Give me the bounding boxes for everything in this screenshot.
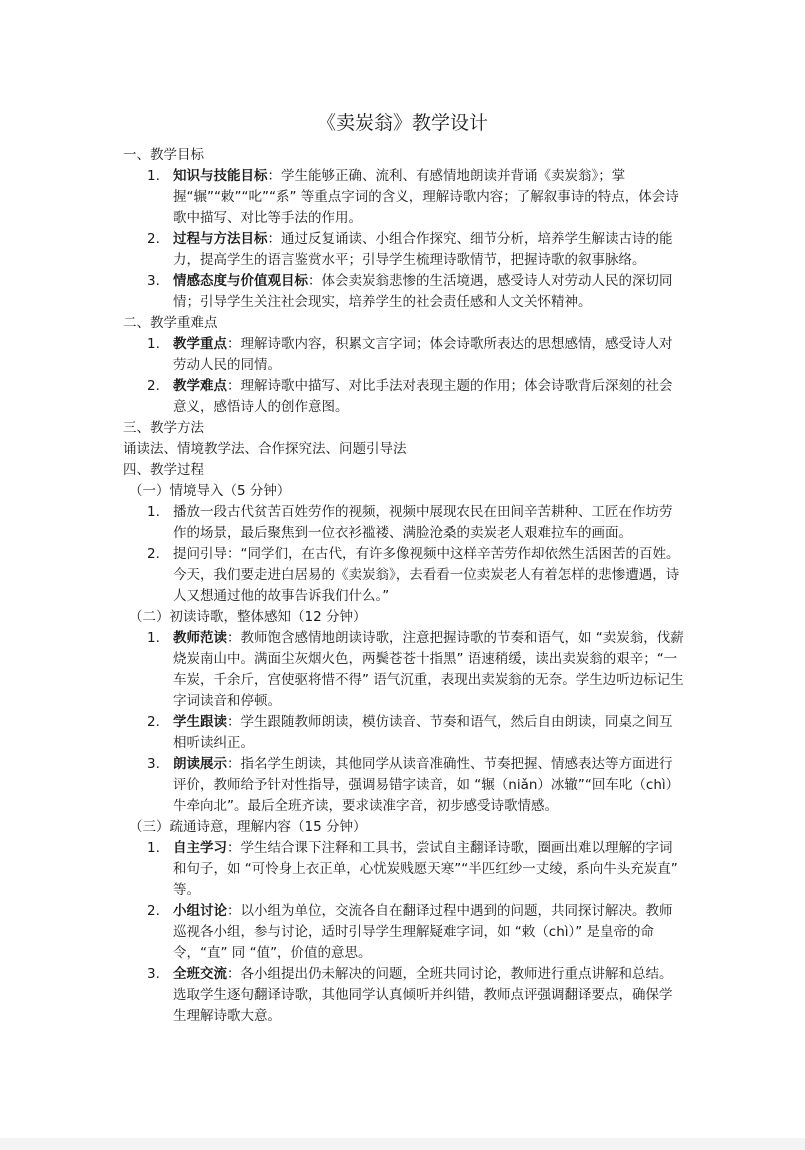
item-number: 1. (147, 336, 160, 352)
item-text: ：指名学生朗读，其他同学从读音准确性、节奏把握、情感表达等方面进行评价，教师给予针对性指导，强调易错字读音，如 “辗（niǎn）冰辙”“回车叱（chì）牛牵向北”。最后全班齐读，要求读准字音，初步感受诗歌情感。 (173, 756, 680, 814)
document-body (123, 145, 685, 1027)
objectives-list (123, 166, 685, 313)
understanding-list (123, 838, 685, 1027)
item-bold-label: 全班交流 (173, 966, 227, 982)
subsection-heading-understanding: （三）疏通诗意，理解内容（15 分钟） (129, 819, 367, 835)
item-text: ：理解诗歌中描写、对比手法对表现主题的作用；体会诗歌背后深刻的社会意义，感悟诗人的创作意图。 (173, 378, 673, 415)
item-bold-label: 教学重点 (173, 336, 227, 352)
list-item (123, 754, 685, 817)
key-points-list (123, 334, 685, 418)
first-reading-list (123, 628, 685, 817)
item-text: ：通过反复诵读、小组合作探究、细节分析，培养学生解读古诗的能力，提高学生的语言鉴赏水平；引导学生梳理诗歌情节，把握诗歌的叙事脉络。 (173, 231, 673, 268)
item-bold-label: 知识与技能目标 (173, 168, 268, 184)
section-heading-process: 四、教学过程 (123, 462, 204, 478)
item-text: ：学生能够正确、流利、有感情地朗读并背诵《卖炭翁》；掌握“辗”“敕”“叱”“系” 等重点字词的含义，理解诗歌内容；了解叙事诗的特点，体会诗歌中描写、对比等手法的作用。 (173, 168, 679, 226)
item-bold-label: 朗读展示 (173, 756, 227, 772)
list-item (123, 838, 685, 901)
list-item (123, 502, 685, 544)
item-text: ：学生跟随教师朗读，模仿读音、节奏和语气，然后自由朗读，同桌之间互相听读纠正。 (173, 714, 673, 751)
item-number: 1. (147, 630, 160, 646)
document-title: 《卖炭翁》教学设计 (316, 112, 488, 134)
item-number: 1. (147, 168, 160, 184)
item-bold-label: 学生跟读 (173, 714, 227, 730)
list-item (123, 901, 685, 964)
item-number: 2. (147, 714, 160, 730)
list-item (123, 376, 685, 418)
intro-list (123, 502, 685, 607)
item-bold-label: 过程与方法目标 (173, 231, 268, 247)
list-item (123, 229, 685, 271)
item-text: ：体会卖炭翁悲惨的生活境遇，感受诗人对劳动人民的深切同情；引导学生关注社会现实，培养学生的社会责任感和人文关怀精神。 (173, 273, 673, 310)
methods-text: 诵读法、情境教学法、合作探究法、问题引导法 (123, 441, 407, 457)
item-number: 2. (147, 903, 160, 919)
list-item (123, 544, 685, 607)
item-text: ：以小组为单位，交流各自在翻译过程中遇到的问题，共同探讨解决。教师巡视各小组，参与讨论，适时引导学生理解疑难字词，如 “敕（chì）” 是皇帝的命令，“直” 同 “值”，价值的意思。 (173, 903, 673, 961)
item-text: ：各小组提出仍未解决的问题，全班共同讨论，教师进行重点讲解和总结。选取学生逐句翻译诗歌，其他同学认真倾听并纠错，教师点评强调翻译要点，确保学生理解诗歌大意。 (173, 966, 673, 1024)
item-bold-label: 教师范读 (173, 630, 227, 646)
list-item (123, 334, 685, 376)
item-text: ：教师饱含感情地朗读诗歌，注意把握诗歌的节奏和语气，如 “卖炭翁，伐薪烧炭南山中。满面尘灰烟火色，两鬓苍苍十指黑” 语速稍缓，读出卖炭翁的艰辛；“一车炭，千余斤，宫使驱将惜不得” 语气沉重，表现出卖炭翁的无奈。学生边听边标记生字词读音和停顿。 (173, 630, 684, 709)
item-text: ：学生结合课下注释和工具书，尝试自主翻译诗歌，圈画出难以理解的字词和句子，如 “可怜身上衣正单，心忧炭贱愿天寒”“半匹红纱一丈绫，系向牛头充炭直” 等。 (173, 840, 678, 898)
item-number: 1. (147, 504, 160, 520)
list-item (123, 712, 685, 754)
item-bold-label: 小组讨论 (173, 903, 227, 919)
list-item (123, 271, 685, 313)
item-bold-label: 自主学习 (173, 840, 227, 856)
item-number: 2. (147, 231, 160, 247)
item-number: 3. (147, 966, 160, 982)
item-bold-label: 教学难点 (173, 378, 227, 394)
item-text: ：理解诗歌内容，积累文言字词；体会诗歌所表达的思想感情，感受诗人对劳动人民的同情。 (173, 336, 673, 373)
section-heading-objectives: 一、教学目标 (123, 147, 204, 163)
item-bold-label: 情感态度与价值观目标 (173, 273, 308, 289)
item-number: 3. (147, 273, 160, 289)
subsection-heading-intro: （一）情境导入（5 分钟） (129, 483, 291, 499)
subsection-heading-first-reading: （二）初读诗歌，整体感知（12 分钟） (129, 609, 367, 625)
item-number: 2. (147, 546, 160, 562)
list-item (123, 964, 685, 1027)
list-item (123, 628, 685, 712)
list-item (123, 166, 685, 229)
item-number: 1. (147, 840, 160, 856)
item-number: 3. (147, 756, 160, 772)
section-heading-key-points: 二、教学重难点 (123, 315, 218, 331)
item-text: 播放一段古代贫苦百姓劳作的视频，视频中展现农民在田间辛苦耕种、工匠在作坊劳作的场景，最后聚焦到一位衣衫褴褛、满脸沧桑的卖炭老人艰难拉车的画面。 (173, 504, 673, 541)
section-heading-methods: 三、教学方法 (123, 420, 204, 436)
item-text: 提问引导：“同学们，在古代，有许多像视频中这样辛苦劳作却依然生活困苦的百姓。今天，我们要走进白居易的《卖炭翁》，去看看一位卖炭老人有着怎样的悲惨遭遇，诗人又想通过他的故事告诉我们什么。” (173, 546, 680, 604)
item-number: 2. (147, 378, 160, 394)
